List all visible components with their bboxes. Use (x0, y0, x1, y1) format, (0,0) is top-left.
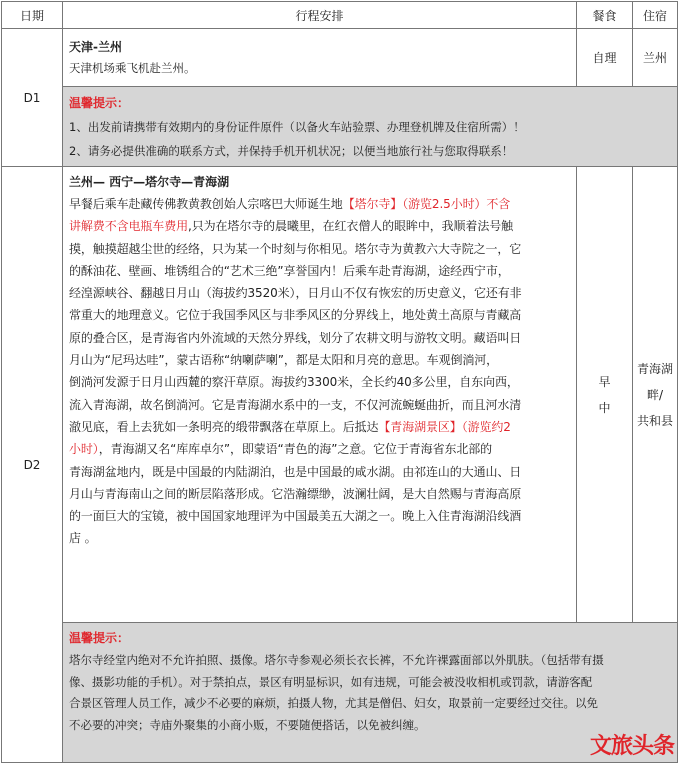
line-text: 原的叠合区，是青海省内外流域的天然分界线，划分了农耕文明与游牧文明。藏语叫日 (69, 330, 522, 345)
highlight-text: 【塔尔寺】（游览2.5小时）不含 (342, 197, 511, 211)
d1-day: D1 (2, 29, 63, 167)
d2-tip-row (2, 623, 678, 763)
header-plan: 行程安排 (63, 2, 577, 29)
d2-day: D2 (2, 167, 63, 763)
line-text: 经湟源峡谷、翻越日月山（海拔约3520米），日月山不仅有恢宏的历史意义，它还有非 (69, 286, 522, 301)
highlight-text: 讲解费不含电瓶车费用 (69, 219, 189, 234)
d2-row (2, 167, 678, 623)
d2-line (69, 394, 570, 416)
line-text: 摸，触摸超越尘世的经络，只为某一个时刻与你相见。塔尔寺为黄教六大寺院之一，它 (69, 241, 522, 256)
header-stay: 住宿 (633, 2, 678, 29)
header-meal: 餐食 (577, 2, 633, 29)
d2-tip (63, 623, 678, 763)
line-text: 青海湖盆地内，既是中国最的内陆湖泊，也是中国最的咸水湖。由祁连山的大通山、日 (69, 464, 522, 479)
line-text: 的一面巨大的宝镜，被中国国家地理评为中国最美五大湖之一。晚上入住青海湖沿线酒 (69, 509, 522, 524)
header-row (2, 2, 678, 29)
d2-line (69, 193, 570, 215)
line-text: ，青海湖又名“库库卓尔”，即蒙语“青色的海”之意。它位于青海省东北部的 (98, 442, 493, 457)
d2-stay-line-1: 青海湖 (636, 361, 673, 376)
d2-line (69, 327, 570, 349)
line-text: 的酥油花、壁画、堆锈组合的“艺术三绝”享誉国内！后乘车赴青海湖，途经西宁市， (69, 263, 510, 278)
line-text: 常重大的地理意义。它位于我国季风区与非季风区的分界线上，地处黄土高原与青藏高 (69, 308, 522, 323)
d1-meal: 自理 (577, 29, 633, 87)
d1-tip (63, 87, 678, 167)
line-text: 流入青海湖，故名倒淌河。它是青海湖水系中的一支，不仅河流蜿蜒曲折，而且河水清 (69, 397, 522, 412)
d2-stay-line-3: 共和县 (636, 413, 673, 428)
d2-line (69, 438, 570, 460)
highlight-text: 【青海湖景区】（游览约2 (378, 419, 511, 434)
d2-line (69, 260, 570, 282)
d2-line (69, 527, 570, 549)
d2-line (69, 505, 570, 527)
d2-line (69, 461, 570, 483)
highlight-text: 小时） (69, 442, 99, 457)
line-text: ,只为在塔尔寺的晨曦里，在红衣僧人的眼眸中，我顺着法号触 (188, 219, 514, 234)
d2-tip-line-4: 不必要的冲突；寺庙外聚集的小商小贩，不要随便搭话，以免被纠缠。 (69, 717, 426, 732)
d1-row (2, 29, 678, 87)
d2-line (69, 215, 570, 237)
d2-tip-title: 温馨提示： (69, 631, 130, 645)
watermark-logo: 文旅头条 (589, 734, 674, 759)
line-text: 早餐后乘车赴藏传佛教黄教创始人宗喀巴大师诞生地 (69, 197, 343, 211)
d2-line (69, 371, 570, 393)
d2-line (69, 416, 570, 438)
d2-line (69, 349, 570, 371)
line-text: 倒淌河发源于日月山西麓的察汗草原。海拔约3300米，全长约40多公里，自东向西， (69, 375, 519, 390)
d2-stay-line-2: 畔/ (646, 387, 664, 402)
d2-meal-line-1: 早 (598, 374, 611, 389)
d2-line (69, 483, 570, 505)
d2-line (69, 304, 570, 326)
d1-tip-line-1: 1、出发前请携带有效期内的身份证件原件（以备火车站验票、办理登机牌及住宿所需）！ (69, 119, 525, 134)
d1-tip-title: 温馨提示： (69, 95, 130, 110)
d1-title: 天津-兰州 (69, 40, 122, 54)
d2-meal-line-2: 中 (598, 400, 611, 415)
d1-text: 天津机场乘飞机赴兰州。 (69, 61, 196, 75)
d2-stay (633, 167, 678, 623)
d1-tip-row (2, 87, 678, 167)
d1-stay: 兰州 (633, 29, 678, 87)
itinerary-table (1, 1, 678, 763)
d2-tip-line-1: 塔尔寺经堂内绝对不允许拍照、摄像。塔尔寺参观必须长衣长裤，不允许裸露面部以外肌肤。（包括带有摄 (69, 653, 604, 667)
d2-line (69, 238, 570, 260)
line-text: 店 。 (69, 531, 97, 546)
d2-plan (63, 167, 577, 623)
d2-tip-line-3: 合景区管理人员工作，减少不必要的麻烦，拍摄人物，尤其是僧侣、妇女，取景前一定要经过交往。以免 (69, 696, 598, 710)
line-text: 月山与青海南山之间的断层陷落形成。它浩瀚缥缈，波澜壮阔，是大自然赐与青海高原 (69, 486, 522, 501)
line-text: 澈见底，看上去犹如一条明亮的缎带飘落在草原上。后抵达 (69, 419, 379, 434)
d1-plan (63, 29, 577, 87)
header-day: 日期 (2, 2, 63, 29)
d2-tip-line-2: 像、摄影功能的手机）。对于禁拍点，景区有明显标识，如有违规，可能会被没收相机或罚款，请游客配 (69, 674, 593, 689)
line-text: 月山为“尼玛达哇”，蒙古语称“纳喇萨喇”，都是太阳和月亮的意思。车观倒淌河， (69, 353, 499, 368)
d2-description (69, 193, 570, 550)
d2-line (69, 282, 570, 304)
d2-meal (577, 167, 633, 623)
d1-tip-line-2: 2、请务必提供准确的联系方式，并保持手机开机状况；以便当地旅行社与您取得联系！ (69, 143, 514, 158)
d2-title: 兰州— 西宁—塔尔寺—青海湖 (69, 175, 230, 189)
